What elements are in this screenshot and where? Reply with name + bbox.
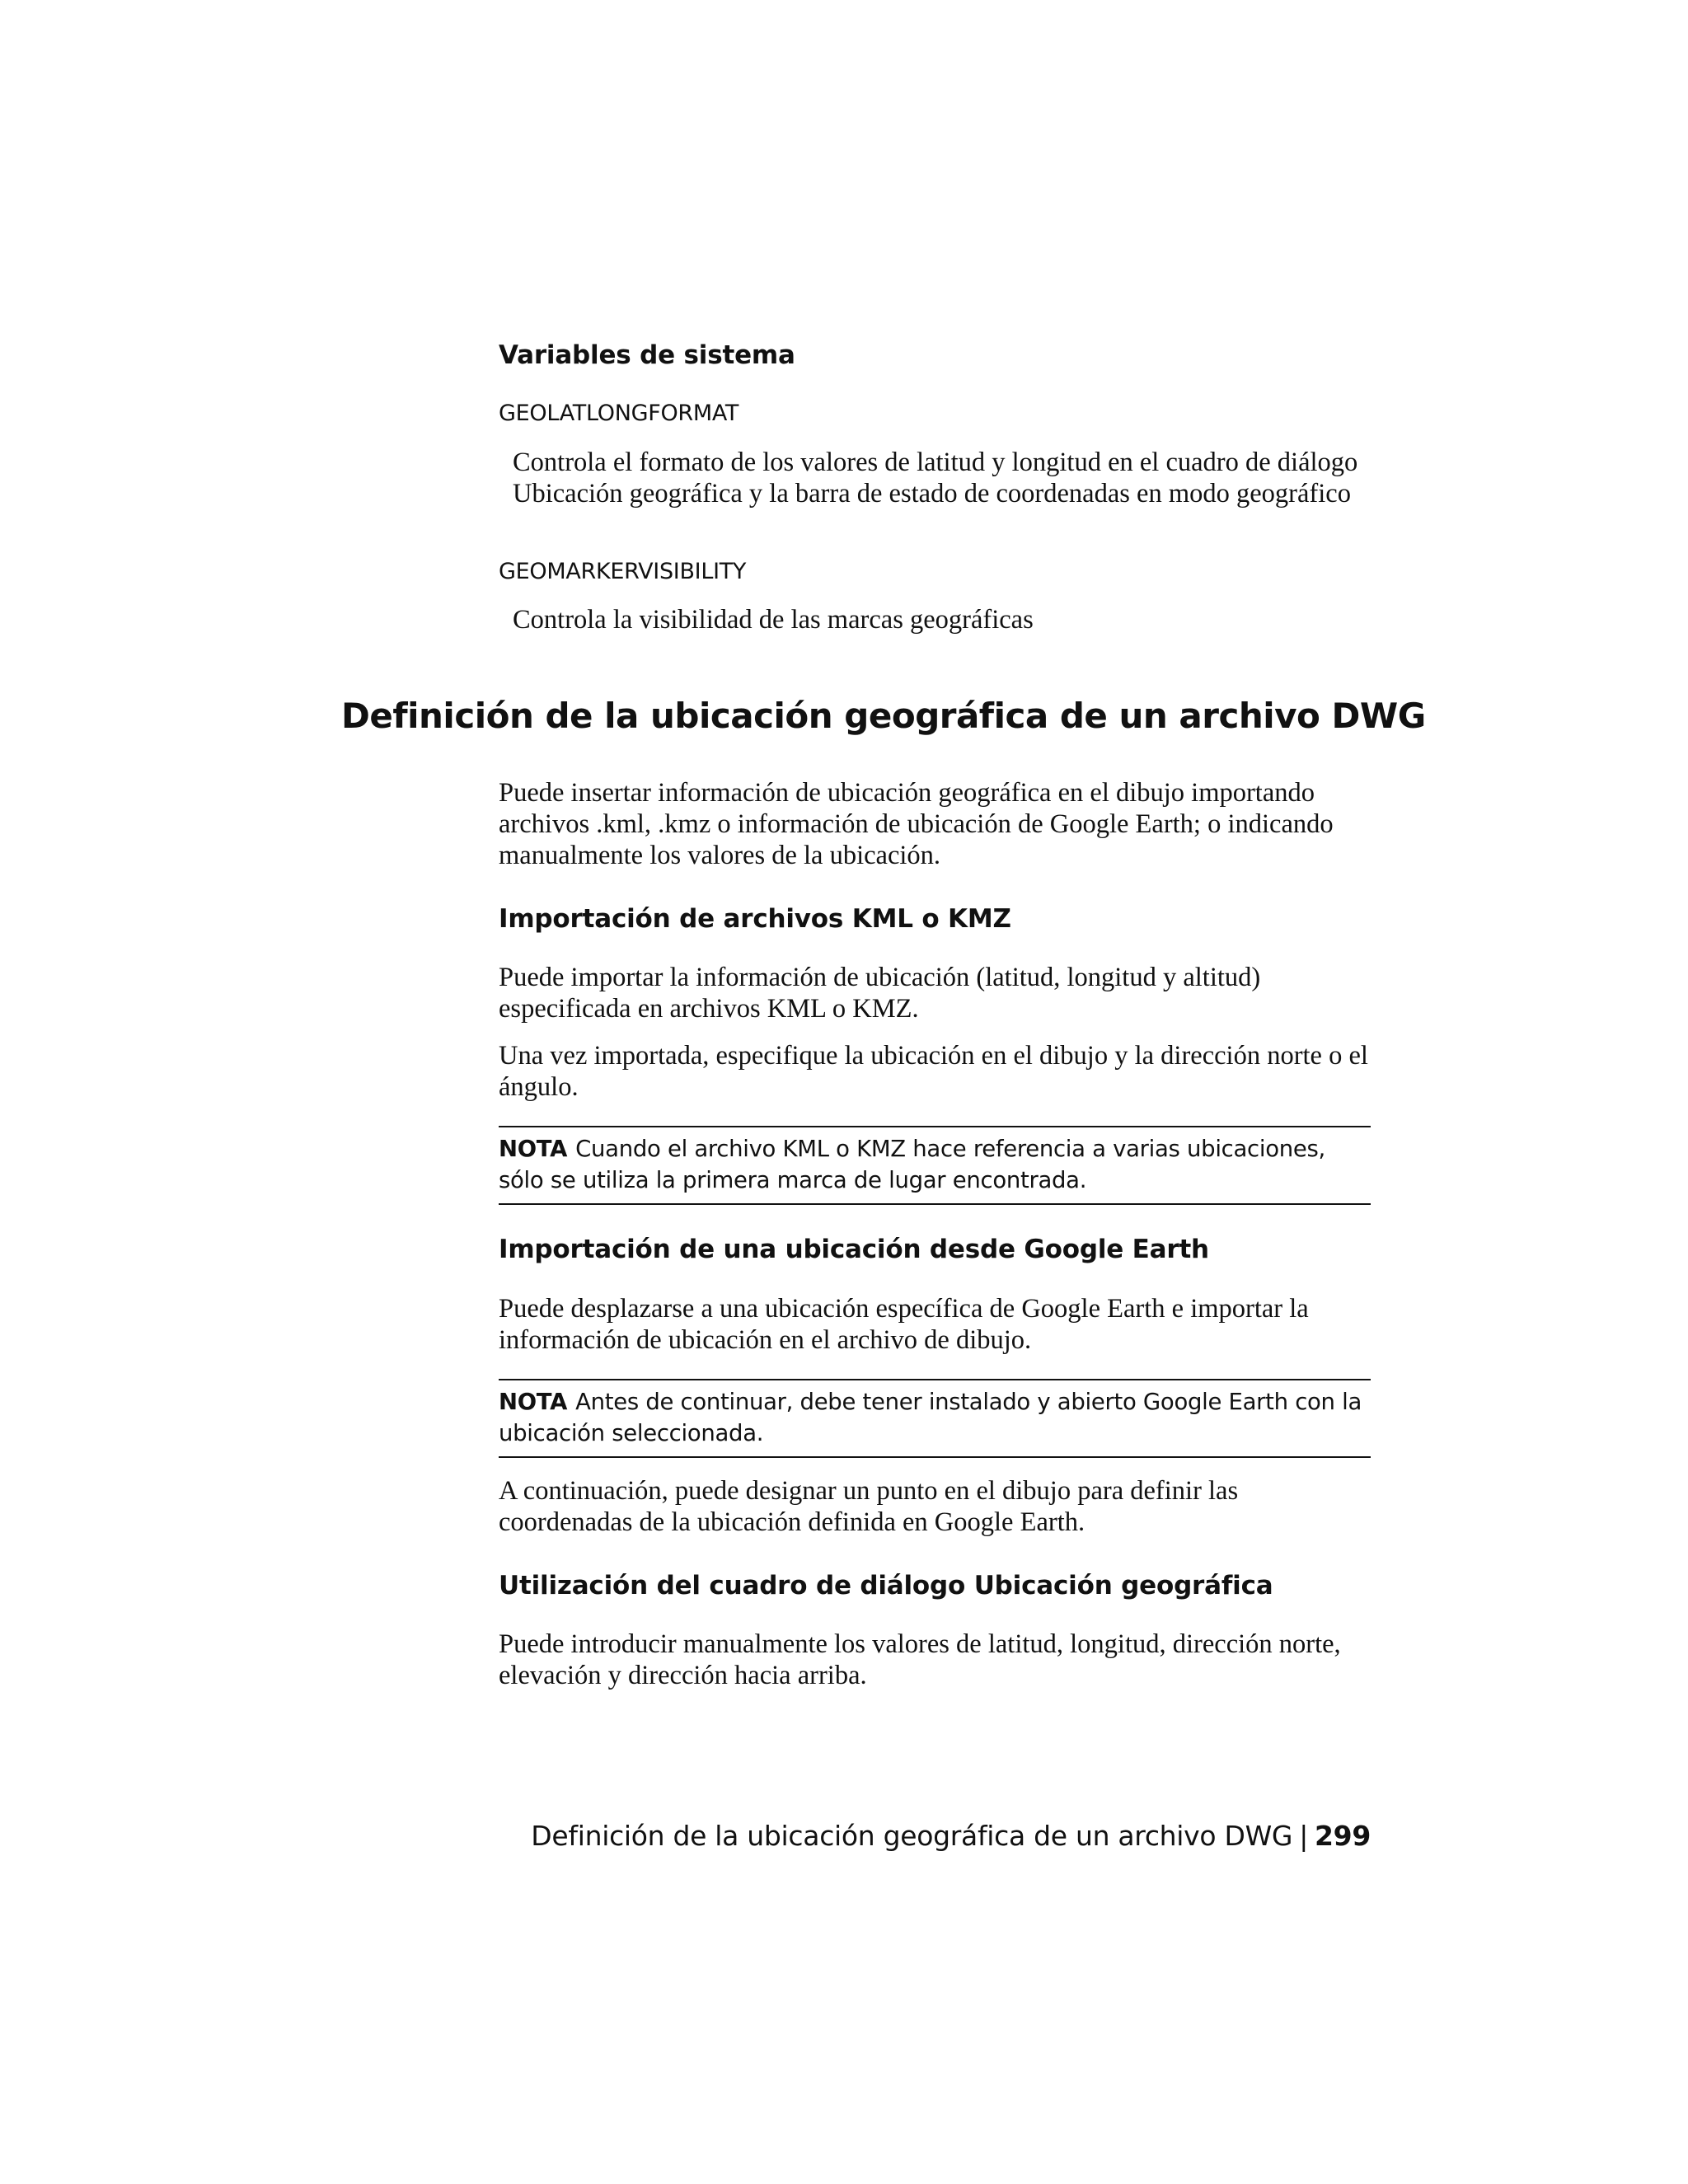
kml-paragraph-1: Puede importar la información de ubicación (latitud, longitud y altitud) especificada en archivos KML o KMZ.	[499, 963, 1261, 1024]
kml-import-heading: Importación de archivos KML o KMZ	[499, 904, 1011, 934]
sysvar-description-geomarkervisibility: Controla la visibilidad de las marcas geográficas	[513, 605, 1034, 635]
note-text: Cuando el archivo KML o KMZ hace referencia a varias ubicaciones, sólo se utiliza la primera marca de lugar encontrada.	[499, 1136, 1325, 1193]
page-footer	[531, 1820, 1371, 1853]
note-text: Antes de continuar, debe tener instalado y abierto Google Earth con la ubicación seleccionada.	[499, 1389, 1362, 1446]
google-earth-import-heading: Importación de una ubicación desde Google Earth	[499, 1235, 1209, 1264]
kml-note-box	[499, 1126, 1371, 1205]
google-earth-note-box	[499, 1379, 1371, 1458]
dialog-paragraph-1: Puede introducir manualmente los valores de latitud, longitud, dirección norte, elevación y dirección hacia arriba.	[499, 1629, 1341, 1690]
system-variables-heading: Variables de sistema	[499, 340, 795, 370]
google-earth-paragraph-1: Puede desplazarse a una ubicación específica de Google Earth e importar la información de ubicación en el archivo de dibujo.	[499, 1294, 1309, 1355]
sysvar-name-geolatlongformat: GEOLATLONGFORMAT	[499, 401, 739, 426]
google-earth-paragraph-2: A continuación, puede designar un punto en el dibujo para definir las coordenadas de la ubicación definida en Google Earth.	[499, 1476, 1239, 1537]
sysvar-name-geomarkervisibility: GEOMARKERVISIBILITY	[499, 559, 747, 584]
kml-paragraph-2: Una vez importada, especifique la ubicación en el dibujo y la dirección norte o el ángulo.	[499, 1041, 1368, 1102]
note-label: NOTA	[499, 1136, 568, 1162]
section-intro-paragraph: Puede insertar información de ubicación geográfica en el dibujo importando archivos .kml, .kmz o información de ubicación de Google Earth; o indicando manualmente los valores de la ubicación.	[499, 778, 1334, 870]
footer-separator: |	[1299, 1820, 1309, 1852]
running-title: Definición de la ubicación geográfica de un archivo DWG	[531, 1820, 1293, 1852]
section-title: Definición de la ubicación geográfica de un archivo DWG	[341, 696, 1426, 736]
page-number: 299	[1315, 1820, 1371, 1852]
sysvar-description-geolatlongformat: Controla el formato de los valores de latitud y longitud en el cuadro de diálogo Ubicación geográfica y la barra de estado de coordenadas en modo geográfico	[513, 448, 1358, 509]
dialog-usage-heading: Utilización del cuadro de diálogo Ubicación geográfica	[499, 1571, 1273, 1601]
note-label: NOTA	[499, 1389, 568, 1415]
